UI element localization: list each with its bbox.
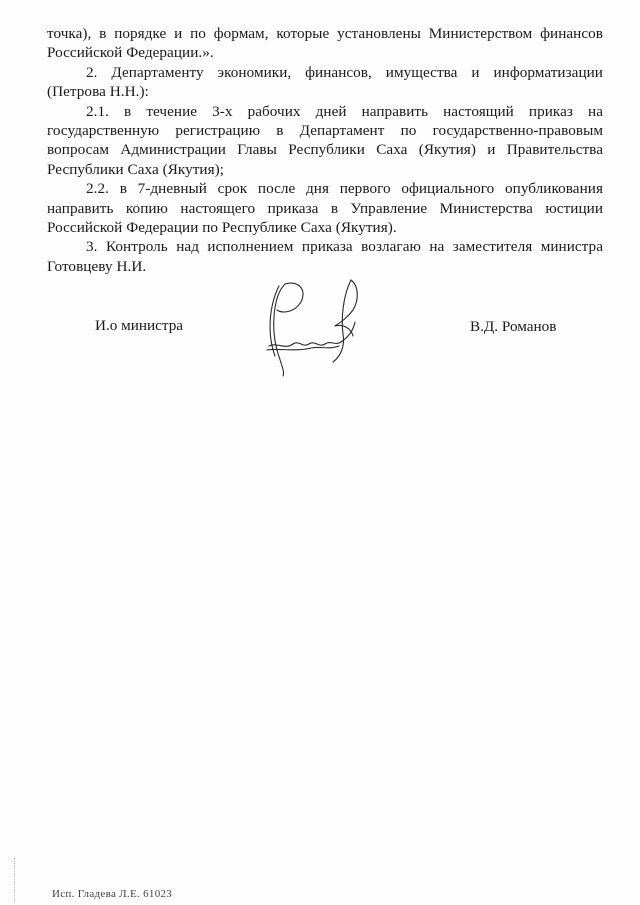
signatory-title: И.о министра — [95, 317, 184, 334]
paragraph-item-2: 2. Департаменту экономики, финансов, имущества и информатизации (Петрова Н.Н.): — [47, 63, 603, 101]
handwritten-signature — [255, 276, 375, 378]
paragraph-item-2-2: 2.2. в 7-дневный срок после дня первого официального опубликования направить копию настоящего приказа в Управление Министерства юстиции Российской Федерации по Республике Саха (Якутия). — [47, 180, 603, 237]
signatory-name: В.Д. Романов — [470, 318, 557, 335]
paragraph-item-2-1: 2.1. в течение 3-х рабочих дней направить настоящий приказ на государственную регистрацию в Департамент по государственно-правовым вопросам Администрации Главы Республики Саха (Якутия) и Правительства Республики Саха (Якутия); — [47, 102, 603, 178]
paragraph-continuation: точка), в порядке и по формам, которые установлены Министерством финансов Российской Федерации.». — [47, 25, 603, 62]
executor-note: Исп. Гладева Л.Е. 61023 — [52, 888, 173, 900]
scan-margin-marks — [14, 858, 17, 902]
paragraph-item-3: 3. Контроль над исполнением приказа возлагаю на заместителя министра Готовцеву Н.И. — [47, 238, 603, 275]
order-body — [47, 24, 603, 276]
